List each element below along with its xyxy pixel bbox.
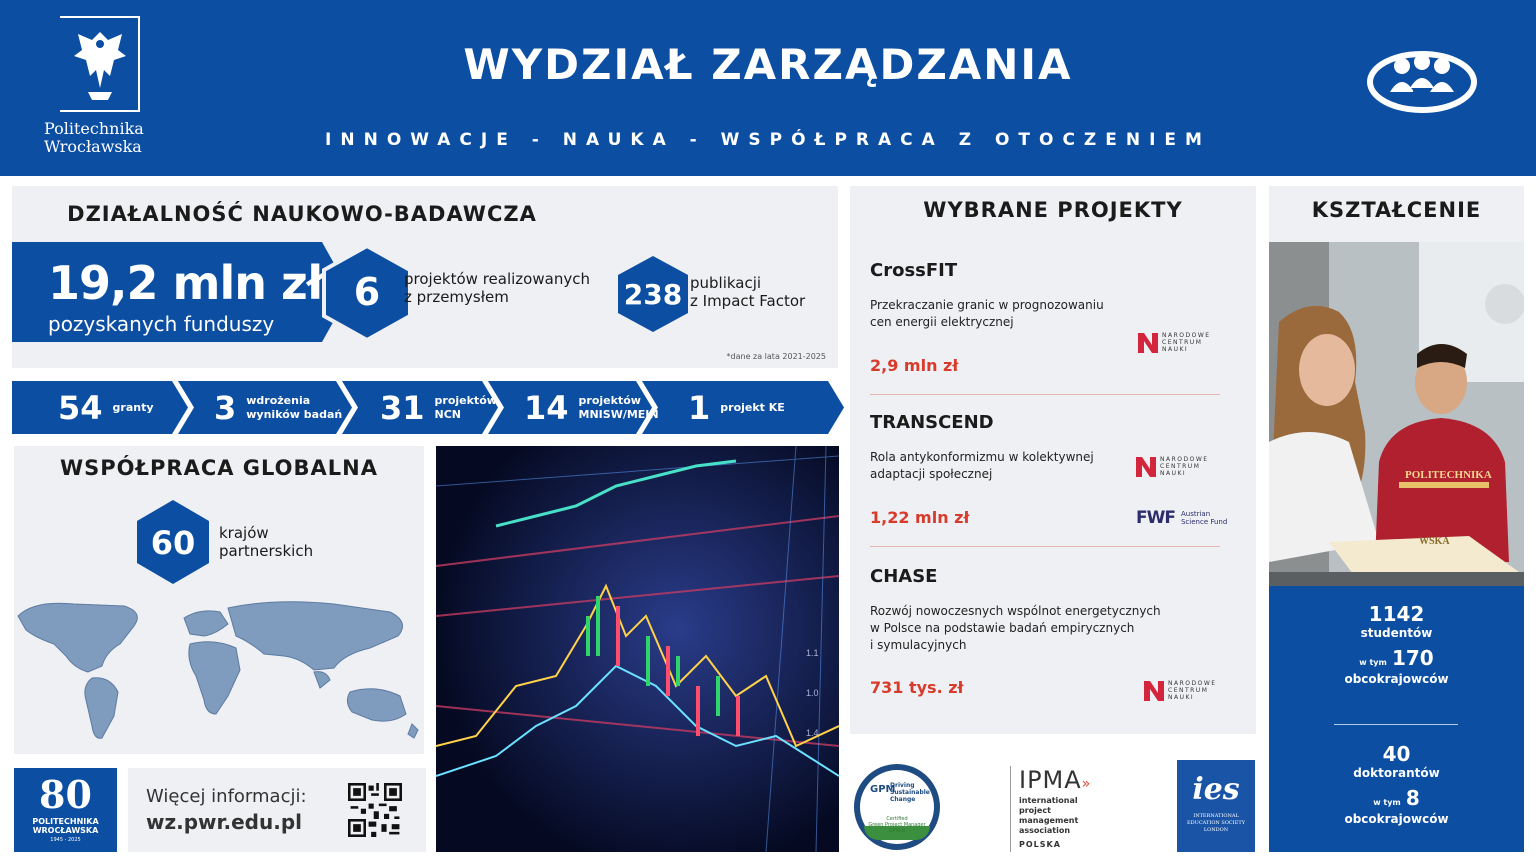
projects-label-line2: z przemysłem xyxy=(404,288,509,306)
university-name-line2: Wrocławska xyxy=(44,137,142,156)
project-desc-line2: w Polsce na podstawie badań empirycznych xyxy=(870,621,1135,635)
stat-mnisw-projects xyxy=(524,381,659,434)
foreign-phd-value: 8 xyxy=(1405,786,1420,810)
project-crossfit xyxy=(870,260,1240,380)
project-name: CHASE xyxy=(870,566,938,587)
project-transcend xyxy=(870,412,1240,532)
ncn-line3: NAUKI xyxy=(1168,694,1195,701)
education-panel xyxy=(1269,186,1524,852)
svg-text:1.0: 1.0 xyxy=(806,688,819,698)
education-separator xyxy=(1334,724,1458,725)
projects-title: WYBRANE PROJEKTY xyxy=(923,198,1183,222)
qr-code-icon[interactable] xyxy=(348,783,402,837)
publications-hexagon xyxy=(618,256,688,332)
phd-label: doktorantów xyxy=(1353,766,1440,780)
projects-value: 6 xyxy=(353,270,381,314)
stat-mnisw-value: 14 xyxy=(524,388,569,427)
header-banner xyxy=(0,0,1536,176)
data-range-note: *dane za lata 2021-2025 xyxy=(726,352,826,361)
page-title: WYDZIAŁ ZARZĄDZANIA xyxy=(463,40,1073,89)
ncn-line1: NARODOWE xyxy=(1162,332,1211,339)
ncn-line2: CENTRUM xyxy=(1162,339,1203,346)
gpm-cert3: GPM-b xyxy=(888,828,906,834)
info-box xyxy=(128,768,426,852)
university-name-line1: Politechnika xyxy=(44,119,144,138)
ncn-icon xyxy=(1138,333,1158,353)
stat-grants-value: 54 xyxy=(58,388,103,427)
ipma-logo: IPMA» international project management association POLSKA xyxy=(1010,766,1120,852)
stat-implementations-label-line1: wdrożenia xyxy=(246,393,311,407)
students-label: studentów xyxy=(1360,626,1433,640)
anniversary-name-line1: POLITECHNIKA xyxy=(32,817,99,826)
stat-implementations xyxy=(214,381,342,434)
countries-value: 60 xyxy=(150,524,196,562)
stat-ke-project xyxy=(688,381,785,434)
global-cooperation-panel xyxy=(14,446,424,754)
ies-line2: EDUCATION SOCIETY xyxy=(1186,820,1246,826)
stat-ke-label: projekt KE xyxy=(720,400,785,414)
in-that-label: w tym xyxy=(1373,798,1401,807)
anniversary-name-line2: WROCŁAWSKA xyxy=(32,826,99,835)
stat-grants-label: granty xyxy=(112,400,154,414)
project-desc-line3: i symulacyjnych xyxy=(870,638,967,652)
gpm-cert2: Green Project Manager xyxy=(868,822,926,828)
project-name: CrossFIT xyxy=(870,260,958,281)
research-panel xyxy=(12,186,838,368)
project-chase xyxy=(870,566,1240,706)
project-desc-line2: adaptacji społecznej xyxy=(870,467,993,481)
stats-arrow-bar xyxy=(12,381,844,434)
svg-text:Z: Z xyxy=(1412,89,1422,106)
project-desc-line2: cen energii elektrycznej xyxy=(870,315,1014,329)
financial-chart-photo xyxy=(436,446,839,852)
project-name: TRANSCEND xyxy=(870,412,994,433)
anniversary-logo xyxy=(14,768,117,852)
ies-logo-text: ies xyxy=(1192,772,1240,807)
fwf-line2: Science Fund xyxy=(1180,518,1228,526)
students-photo xyxy=(1269,242,1524,586)
stat-mnisw-label-line2: MNISW/MEIN xyxy=(578,407,659,421)
gpm-line2: Sustainable xyxy=(890,789,930,796)
funds-label: pozyskanych funduszy xyxy=(48,312,275,336)
foreign-phd-label: obcokrajowców xyxy=(1344,812,1449,826)
stat-implementations-value: 3 xyxy=(214,388,237,427)
ipma-line1: international xyxy=(1019,796,1078,805)
project-separator xyxy=(870,546,1220,547)
global-title: WSPÓŁPRACA GLOBALNA xyxy=(60,456,378,480)
fwf-logo xyxy=(1136,508,1227,528)
education-stats xyxy=(1269,586,1524,852)
anniversary-years: 1945 - 2025 xyxy=(50,837,81,843)
project-description xyxy=(870,297,1240,331)
publications-label-line1: publikacji xyxy=(690,274,762,292)
project-amount: 731 tys. zł xyxy=(870,678,964,697)
gpm-cert1: Certified xyxy=(886,816,908,822)
fwf-line1: Austrian xyxy=(1180,510,1211,518)
gpm-line1: Driving xyxy=(890,782,915,789)
anniversary-number: 80 xyxy=(39,772,92,817)
photo-shirt-text: POLITECHNIKA xyxy=(1405,469,1492,481)
stat-ncn-label-line2: NCN xyxy=(434,407,462,421)
publications-label-line2: z Impact Factor xyxy=(690,292,806,310)
stat-ke-value: 1 xyxy=(688,388,711,427)
gpm-line3: Change xyxy=(890,796,916,803)
ncn-line2: CENTRUM xyxy=(1160,463,1201,470)
stat-ncn-projects xyxy=(380,381,497,434)
ipma-line2: project xyxy=(1019,806,1051,815)
project-separator xyxy=(870,394,1220,395)
website-link[interactable]: wz.pwr.edu.pl xyxy=(146,810,303,834)
project-amount: 1,22 mln zł xyxy=(870,508,970,527)
fwf-logo-text: FWF xyxy=(1136,508,1175,528)
research-title: DZIAŁALNOŚĆ NAUKOWO-BADAWCZA xyxy=(67,202,537,226)
ipma-line4: association xyxy=(1019,826,1071,835)
gpm-logo-text: GPM xyxy=(870,784,896,795)
ipma-country: POLSKA xyxy=(1019,840,1061,849)
ipma-line3: management xyxy=(1019,816,1079,825)
stat-grants xyxy=(58,381,154,434)
countries-label-line1: krajów xyxy=(219,524,269,542)
ncn-icon xyxy=(1144,681,1164,701)
publications-value: 238 xyxy=(623,278,683,311)
publications-label xyxy=(690,274,805,310)
foreign-students-value: 170 xyxy=(1391,646,1434,670)
foreign-students-label: obcokrajowców xyxy=(1344,672,1449,686)
project-amount: 2,9 mln zł xyxy=(870,356,959,375)
svg-text:1.4: 1.4 xyxy=(806,728,819,738)
svg-text:1.1: 1.1 xyxy=(806,648,819,658)
ncn-line1: NARODOWE xyxy=(1168,680,1217,687)
projects-panel xyxy=(850,186,1256,734)
countries-hexagon xyxy=(137,500,209,584)
stat-mnisw-label-line1: projektów xyxy=(578,393,641,407)
stat-ncn-value: 31 xyxy=(380,388,425,427)
ies-line1: INTERNATIONAL xyxy=(1193,813,1239,819)
ies-line3: LONDON xyxy=(1203,827,1229,833)
ncn-line2: CENTRUM xyxy=(1168,687,1209,694)
project-description xyxy=(870,603,1240,654)
ncn-logo xyxy=(1136,456,1209,477)
ncn-line3: NAUKI xyxy=(1160,470,1187,477)
page-subtitle: INNOWACJE - NAUKA - WSPÓŁPRACA Z OTOCZENIEM xyxy=(325,130,1211,150)
info-label: Więcej informacji: xyxy=(146,786,307,807)
ipma-logo-text: IPMA xyxy=(1019,766,1082,794)
stat-implementations-label-line2: wyników badań xyxy=(246,407,343,421)
education-title: KSZTAŁCENIE xyxy=(1269,186,1524,242)
countries-label xyxy=(219,524,313,560)
projects-label xyxy=(404,270,590,306)
project-desc-line1: Rozwój nowoczesnych wspólnot energetycznych xyxy=(870,604,1161,618)
funds-value: 19,2 mln zł xyxy=(48,256,323,310)
ncn-line1: NARODOWE xyxy=(1160,456,1209,463)
project-desc-line1: Rola antykonformizmu w kolektywnej xyxy=(870,450,1094,464)
ncn-icon xyxy=(1136,457,1156,477)
in-that-label: w tym xyxy=(1359,658,1387,667)
faculty-logo-icon xyxy=(1366,48,1480,114)
ncn-line3: NAUKI xyxy=(1162,346,1189,353)
project-desc-line1: Przekraczanie granic w prognozowaniu xyxy=(870,298,1104,312)
countries-label-line2: partnerskich xyxy=(219,542,314,560)
world-map-icon xyxy=(14,596,424,746)
phd-value: 40 xyxy=(1382,742,1411,766)
stat-ncn-label-line1: projektów xyxy=(434,393,497,407)
ncn-logo xyxy=(1138,332,1211,353)
ncn-logo xyxy=(1144,680,1217,701)
photo-book-text: WSKA xyxy=(1419,536,1450,547)
gpm-certification-logo xyxy=(854,764,940,850)
projects-label-line1: projektów realizowanych xyxy=(404,270,590,288)
students-value: 1142 xyxy=(1368,602,1425,626)
funds-banner xyxy=(12,242,362,342)
projects-hexagon xyxy=(322,244,412,342)
ies-logo xyxy=(1177,760,1255,852)
